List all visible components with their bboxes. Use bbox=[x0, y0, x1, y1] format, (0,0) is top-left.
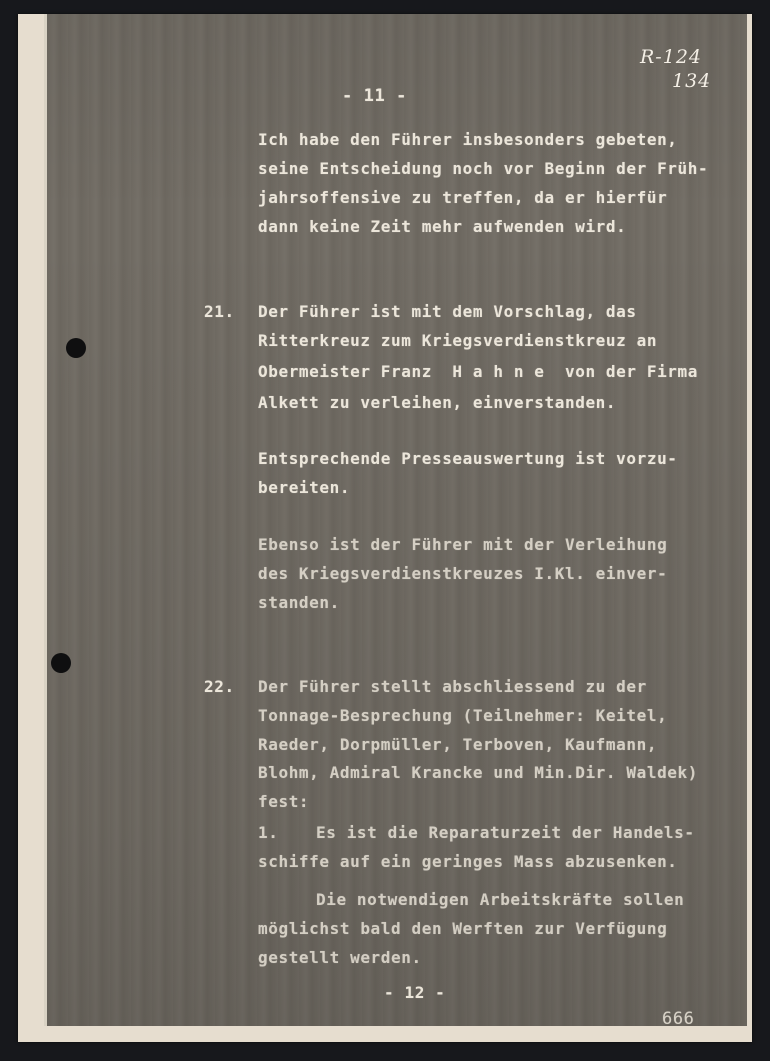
next-page-marker: - 12 - bbox=[384, 983, 446, 1002]
item-21-p3-line: des Kriegsverdienstkreuzes I.Kl. einver- bbox=[258, 564, 668, 583]
item-22-number: 22. bbox=[204, 677, 235, 696]
item-22-sub1-p2-line: Die notwendigen Arbeitskräfte sollen bbox=[316, 890, 685, 909]
item-22-sub1-p2-line: möglichst bald den Werften zur Verfügung bbox=[258, 919, 668, 938]
item-21-number: 21. bbox=[204, 302, 235, 321]
item-22-line: Blohm, Admiral Krancke und Min.Dir. Waldek) bbox=[258, 763, 699, 782]
item-22-sub1-line: Es ist die Reparaturzeit der Handels- bbox=[316, 823, 695, 842]
item-21-p3-line: Ebenso ist der Führer mit der Verleihung bbox=[258, 535, 668, 554]
archive-note-line2: 134 bbox=[672, 70, 712, 92]
stamp-number: 666 bbox=[662, 1009, 695, 1029]
intro-line: dann keine Zeit mehr aufwenden wird. bbox=[258, 217, 627, 236]
item-21-p2-line: Entsprechende Presseauswertung ist vorzu- bbox=[258, 449, 678, 468]
item-22-line: Der Führer stellt abschliessend zu der bbox=[258, 677, 647, 696]
punch-hole-top bbox=[66, 338, 86, 358]
item-21-line: Obermeister Franz H a h n e von der Firma bbox=[258, 362, 699, 381]
item-21-p3-line: standen. bbox=[258, 593, 340, 612]
item-22-sub1-p2-line: gestellt werden. bbox=[258, 948, 422, 967]
intro-line: Ich habe den Führer insbesonders gebeten, bbox=[258, 130, 678, 149]
item-22-line: fest: bbox=[258, 792, 310, 811]
item-21-line: Alkett zu verleihen, einverstanden. bbox=[258, 393, 617, 412]
item-21-line: Der Führer ist mit dem Vorschlag, das bbox=[258, 302, 637, 321]
item-22-line: Tonnage-Besprechung (Teilnehmer: Keitel, bbox=[258, 706, 668, 725]
item-22-sub1-line: schiffe auf ein geringes Mass abzusenken. bbox=[258, 852, 678, 871]
intro-line: jahrsoffensive zu treffen, da er hierfür bbox=[258, 188, 668, 207]
intro-line: seine Entscheidung noch vor Beginn der Früh- bbox=[258, 159, 709, 178]
archive-note-line1: R-124 bbox=[640, 46, 702, 68]
item-22-sub1-number: 1. bbox=[258, 823, 279, 842]
page-number: - 11 - bbox=[342, 86, 408, 106]
item-21-p2-line: bereiten. bbox=[258, 478, 351, 497]
item-22-line: Raeder, Dorpmüller, Terboven, Kaufmann, bbox=[258, 735, 658, 754]
punch-hole-bottom bbox=[51, 653, 71, 673]
item-21-line: Ritterkreuz zum Kriegsverdienstkreuz an bbox=[258, 331, 658, 350]
